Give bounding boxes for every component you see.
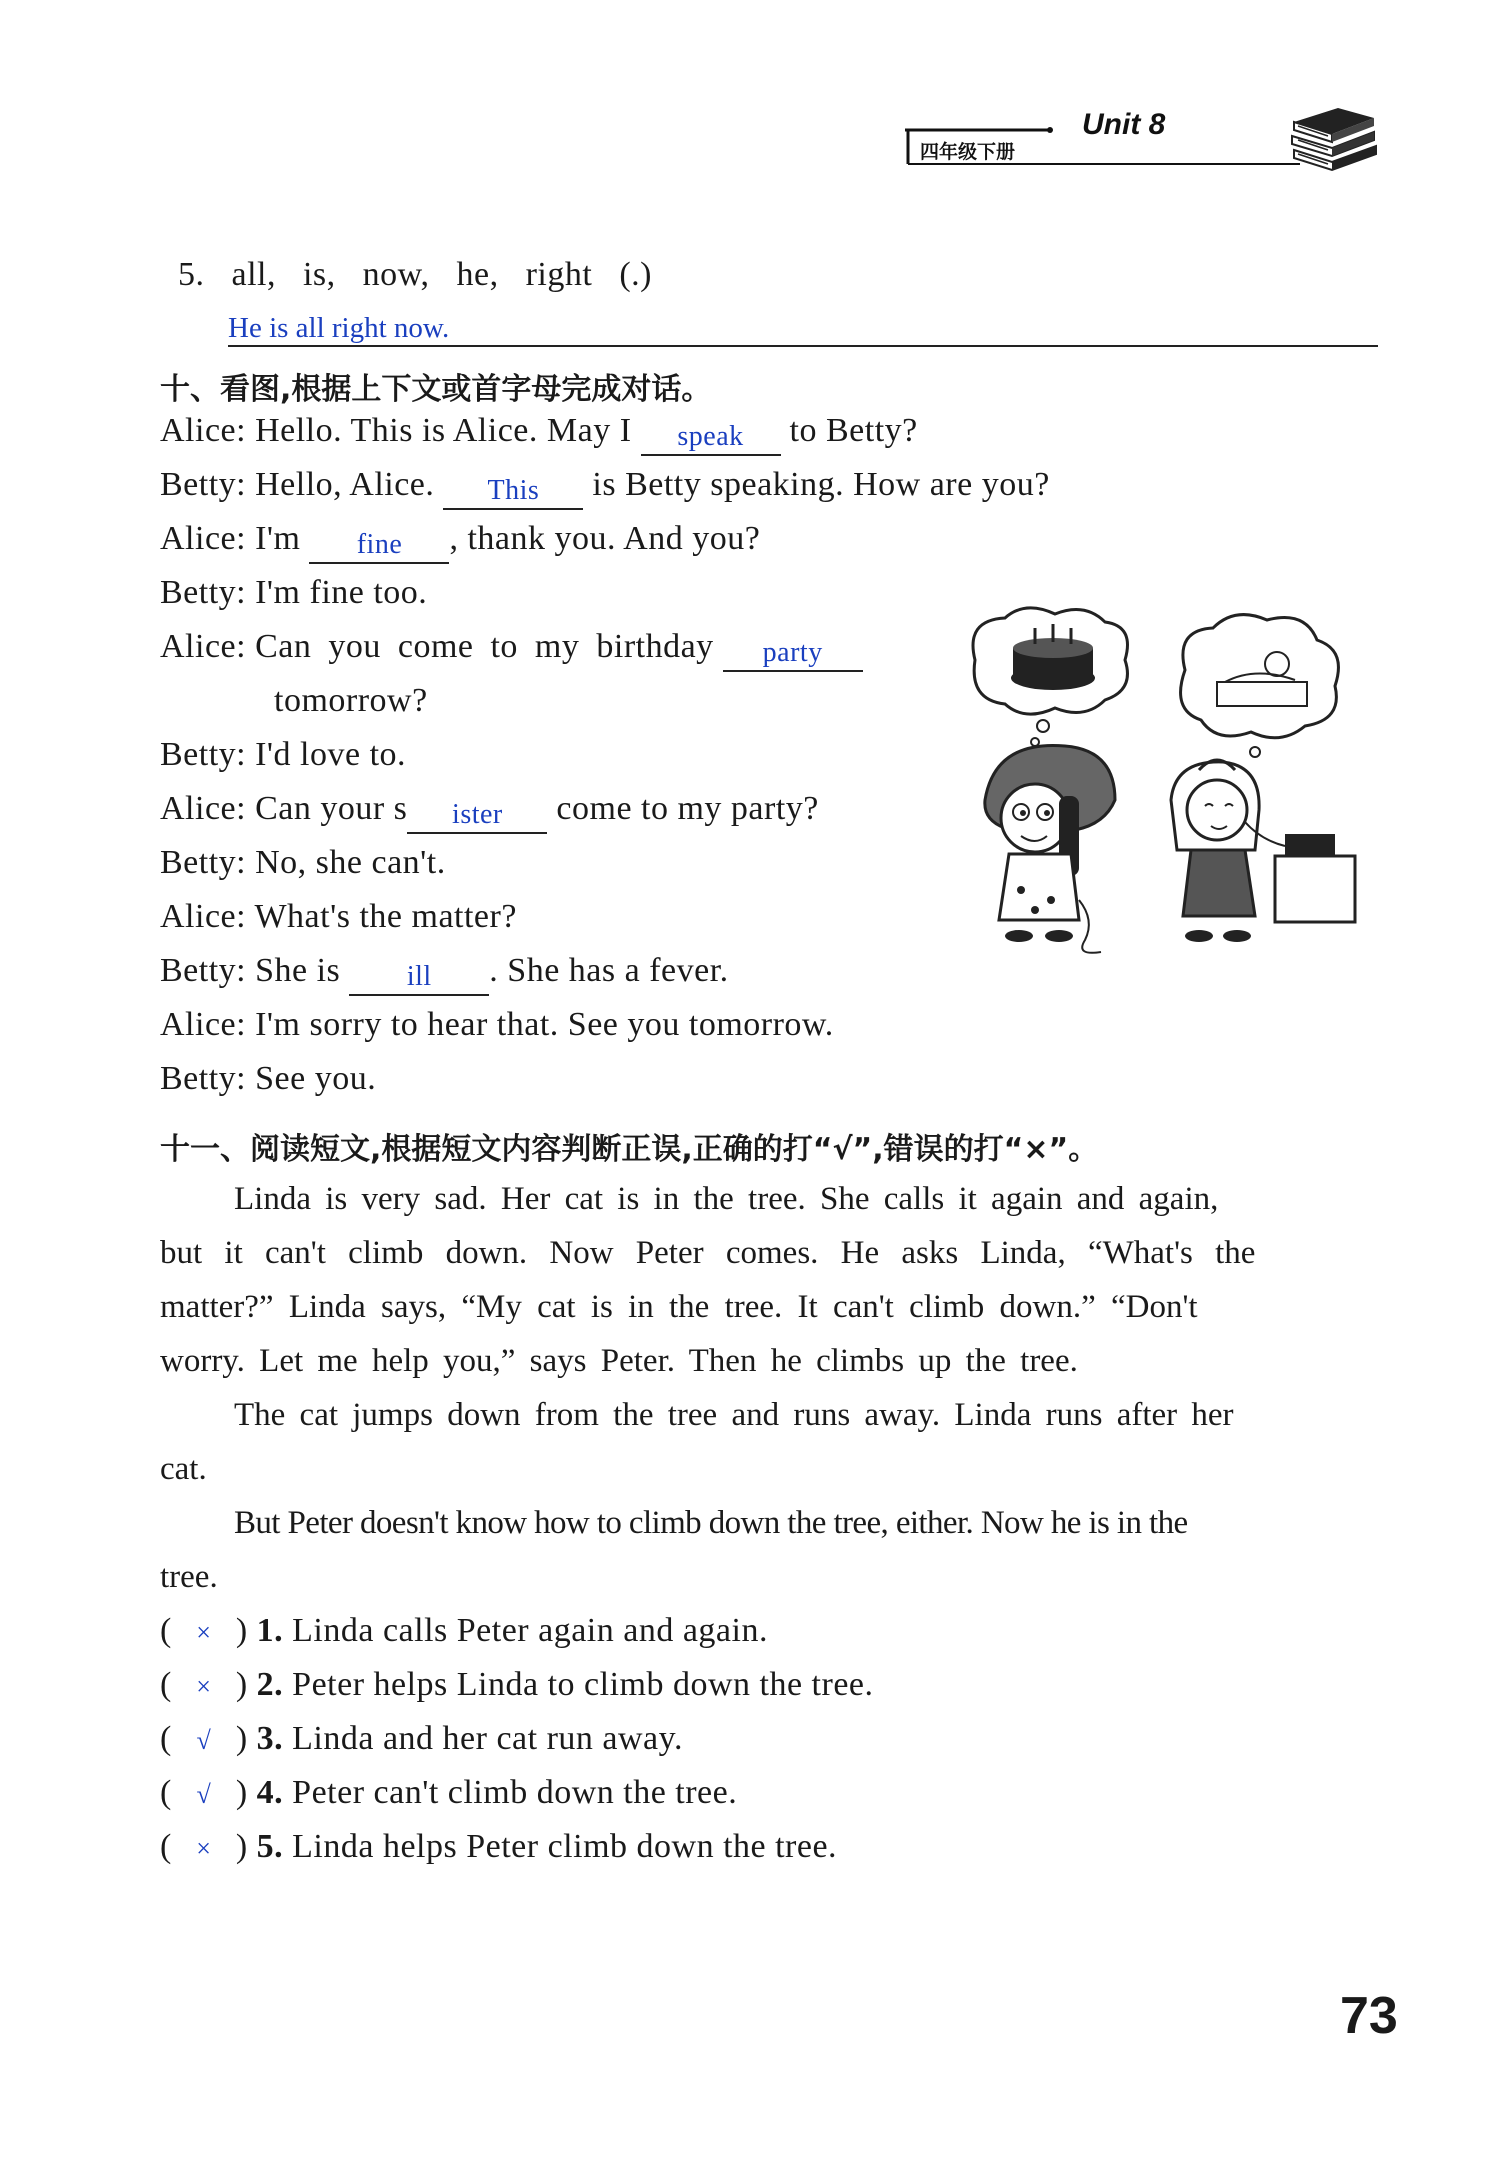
passage-line: but it can't climb down. Now Peter comes. He asks Linda, “What's the xyxy=(160,1235,1256,1271)
judgement-item: ( √ ) 4. Peter can't climb down the tree. xyxy=(160,1774,738,1811)
dialogue-line: Alice: Can your s ister come to my party? xyxy=(160,790,819,830)
passage-line: worry. Let me help you,” says Peter. Then he climbs up the tree. xyxy=(160,1343,1078,1379)
answer-blank: party xyxy=(723,636,863,672)
judgement-item: ( × ) 2. Peter helps Linda to climb down the tree. xyxy=(160,1666,874,1703)
sick-thought-bubble xyxy=(1181,615,1339,738)
dialogue-line: Alice: Can you come to my birthday party xyxy=(160,628,863,668)
judgement-item: ( × ) 1. Linda calls Peter again and again. xyxy=(160,1612,768,1649)
page-number: 73 xyxy=(1340,1987,1398,2045)
passage-line: tree. xyxy=(160,1559,218,1595)
answer-blank: ill xyxy=(349,960,489,996)
answer-mark: √ xyxy=(196,1726,212,1755)
dialogue-line: Alice: I'm fine , thank you. And you? xyxy=(160,520,760,560)
passage-line: But Peter doesn't know how to climb down the tree, either. Now he is in the xyxy=(234,1505,1188,1541)
unit-label: Unit 8 xyxy=(1082,108,1166,141)
passage-line: The cat jumps down from the tree and runs away. Linda runs after her xyxy=(234,1397,1234,1433)
answer-blank: This xyxy=(443,474,583,510)
dialogue-line: Betty: No, she can't. xyxy=(160,844,446,881)
dialogue-line: Betty: I'm fine too. xyxy=(160,574,428,611)
section10-title: 十、看图,根据上下文或首字母完成对话。 xyxy=(160,372,712,407)
answer-mark: × xyxy=(196,1618,212,1647)
section11-title: 十一、阅读短文,根据短文内容判断正误,正确的打“√”,错误的打“×”。 xyxy=(160,1132,1099,1167)
dialogue-line: Alice: Hello. This is Alice. May I speak to Betty? xyxy=(160,412,918,452)
answer-mark: × xyxy=(196,1672,212,1701)
passage-line: cat. xyxy=(160,1451,207,1487)
phone-call-illustration xyxy=(955,600,1385,960)
passage-line: Linda is very sad. Her cat is in the tree. She calls it again and again, xyxy=(234,1181,1219,1217)
answer-blank: ister xyxy=(407,798,547,834)
books-icon xyxy=(1288,100,1380,178)
dialogue-line: Alice: What's the matter? xyxy=(160,898,517,935)
answer-mark: × xyxy=(196,1834,212,1863)
answer-mark: √ xyxy=(196,1780,212,1809)
answer-blank: speak xyxy=(641,420,781,456)
betty-figure xyxy=(1171,760,1355,942)
dialogue-line: Alice: I'm sorry to hear that. See you tomorrow. xyxy=(160,1006,834,1043)
dialogue-line: Betty: Hello, Alice. This is Betty speaking. How are you? xyxy=(160,466,1050,506)
q5-prompt: 5. all, is, now, he, right (.) xyxy=(178,256,652,293)
judgement-item: ( × ) 5. Linda helps Peter climb down the tree. xyxy=(160,1828,838,1865)
dialogue-line: Betty: She is ill . She has a fever. xyxy=(160,952,729,992)
dialogue-line: tomorrow? xyxy=(274,682,428,719)
answer-blank: fine xyxy=(309,528,449,564)
passage-line: matter?” Linda says, “My cat is in the tree. It can't climb down.” “Don't xyxy=(160,1289,1198,1325)
dialogue-line: Betty: See you. xyxy=(160,1060,377,1097)
passage xyxy=(160,1172,1382,1604)
grade-label: 四年级下册 xyxy=(920,141,1016,163)
q5-answer: He is all right now. xyxy=(228,312,1378,347)
header xyxy=(900,100,1380,180)
judgement-item: ( √ ) 3. Linda and her cat run away. xyxy=(160,1720,683,1757)
dialogue-line: Betty: I'd love to. xyxy=(160,736,407,773)
